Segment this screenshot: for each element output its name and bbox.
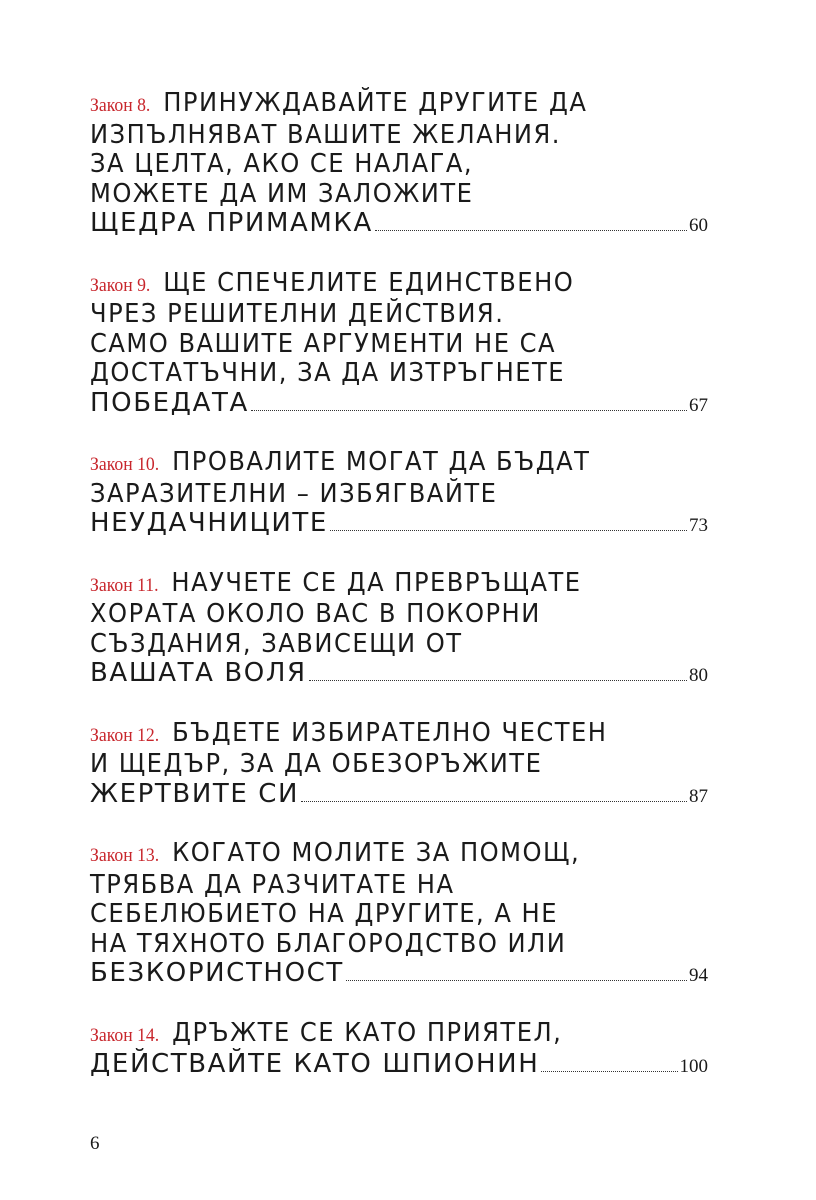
page-number: 87	[689, 785, 708, 807]
law-number-label: Закон 8.	[90, 95, 151, 116]
toc-entry-title-text: ПРОВАЛИТЕ МОГАТ ДА БЪДАТ	[172, 447, 591, 477]
toc-entry-title-text: БЕЗКОРИСТНОСТ	[90, 958, 344, 988]
toc-entry-title-text: ЩЕДРА ПРИМАМКА	[90, 208, 373, 238]
toc-entry-line: ТРЯБВА ДА РАЗЧИТАТЕ НА	[90, 869, 455, 900]
dot-leader	[541, 1071, 677, 1072]
toc-entry-title-text: ВАШАТА ВОЛЯ	[90, 658, 307, 688]
toc-entry-title-text: ДЕЙСТВАЙТЕ КАТО ШПИОНИН	[90, 1049, 540, 1079]
page-number: 100	[679, 1056, 708, 1077]
toc-entry-line	[90, 719, 665, 751]
toc-entry-last-line	[90, 780, 708, 812]
folio-page-number: 6	[90, 1133, 100, 1154]
toc-entry-line: СЕБЕЛЮБИЕТО НА ДРУГИТЕ, А НЕ	[90, 899, 558, 929]
toc-entry-title-text: ЩЕ СПЕЧЕЛИТЕ ЕДИНСТВЕНО	[163, 267, 575, 298]
toc-entry-law-9[interactable]	[90, 269, 708, 421]
toc-entry-law-10[interactable]	[90, 448, 708, 541]
toc-entry-law-11[interactable]	[90, 569, 708, 691]
law-number-label: Закон 9.	[90, 274, 151, 296]
page-number: 94	[689, 965, 708, 986]
law-number-label: Закон 10.	[90, 454, 160, 475]
toc-entry-title-text: КОГАТО МОЛИТЕ ЗА ПОМОЩ,	[172, 838, 581, 868]
toc-entry-title-text: НЕУДАЧНИЦИТЕ	[90, 508, 328, 538]
toc-entry-line: МОЖЕТЕ ДА ИМ ЗАЛОЖИТЕ	[90, 178, 474, 209]
dot-leader	[330, 530, 687, 531]
toc-entry-last-line	[90, 509, 708, 541]
toc-entry-law-14[interactable]	[90, 1019, 708, 1082]
toc-entry-line	[90, 448, 665, 480]
dot-leader	[251, 410, 687, 411]
dot-leader	[309, 680, 687, 681]
toc-entry-line: ЧРЕЗ РЕШИТЕЛНИ ДЕЙСТВИЯ.	[90, 299, 505, 329]
toc-entry-last-line	[90, 959, 708, 991]
toc-entry-line	[90, 839, 665, 871]
page-number: 80	[689, 665, 708, 686]
toc-entry-line	[90, 89, 665, 121]
toc-entry-law-12[interactable]	[90, 719, 708, 812]
law-number-label: Закон 12.	[90, 724, 160, 746]
toc-entry-last-line	[90, 659, 708, 691]
toc-entry-line	[90, 1019, 665, 1051]
law-number-label: Закон 11.	[90, 574, 159, 596]
dot-leader	[375, 230, 687, 231]
toc-entry-line: ЗА ЦЕЛТА, АКО СЕ НАЛАГА,	[90, 149, 474, 179]
law-number-label: Закон 14.	[90, 1024, 160, 1046]
table-of-contents	[90, 89, 708, 1110]
toc-entry-title-text: ПРИНУЖДАВАЙТЕ ДРУГИТЕ ДА	[163, 88, 588, 118]
toc-entry-line	[90, 269, 665, 301]
toc-entry-law-13[interactable]	[90, 839, 708, 991]
page-number: 73	[689, 515, 708, 536]
law-number-label: Закон 13.	[90, 845, 160, 866]
dot-leader	[301, 801, 687, 802]
page-number: 67	[689, 394, 708, 416]
toc-entry-title-text: ДРЪЖТЕ СЕ КАТО ПРИЯТЕЛ,	[172, 1017, 563, 1048]
toc-entry-line: ДОСТАТЪЧНИ, ЗА ДА ИЗТРЪГНЕТЕ	[90, 358, 566, 388]
toc-entry-line: НА ТЯХНОТО БЛАГОРОДСТВО ИЛИ	[90, 928, 567, 959]
toc-entry-line: ЗАРАЗИТЕЛНИ – ИЗБЯГВАЙТЕ	[90, 478, 498, 509]
toc-entry-law-8[interactable]	[90, 89, 708, 241]
toc-entry-line: И ЩЕДЪР, ЗА ДА ОБЕЗОРЪЖИТЕ	[90, 749, 543, 779]
toc-entry-title-text: ПОБЕДАТА	[90, 387, 249, 418]
dot-leader	[346, 980, 687, 981]
toc-entry-title-text: НАУЧЕТЕ СЕ ДА ПРЕВРЪЩАТЕ	[171, 567, 582, 598]
toc-entry-last-line	[90, 389, 708, 421]
toc-entry-last-line	[90, 1050, 708, 1082]
toc-entry-title-text: БЪДЕТЕ ИЗБИРАТЕЛНО ЧЕСТЕН	[172, 717, 608, 748]
toc-entry-last-line	[90, 209, 708, 241]
toc-entry-line: САМО ВАШИТЕ АРГУМЕНТИ НЕ СА	[90, 328, 557, 359]
toc-entry-line: СЪЗДАНИЯ, ЗАВИСЕЩИ ОТ	[90, 628, 463, 659]
toc-entry-line	[90, 569, 665, 601]
toc-entry-line: ХОРАТА ОКОЛО ВАС В ПОКОРНИ	[90, 599, 541, 629]
toc-entry-line: ИЗПЪЛНЯВАТ ВАШИТЕ ЖЕЛАНИЯ.	[90, 119, 561, 150]
page-number: 60	[689, 215, 708, 236]
toc-entry-title-text: ЖЕРТВИТЕ СИ	[90, 778, 300, 809]
